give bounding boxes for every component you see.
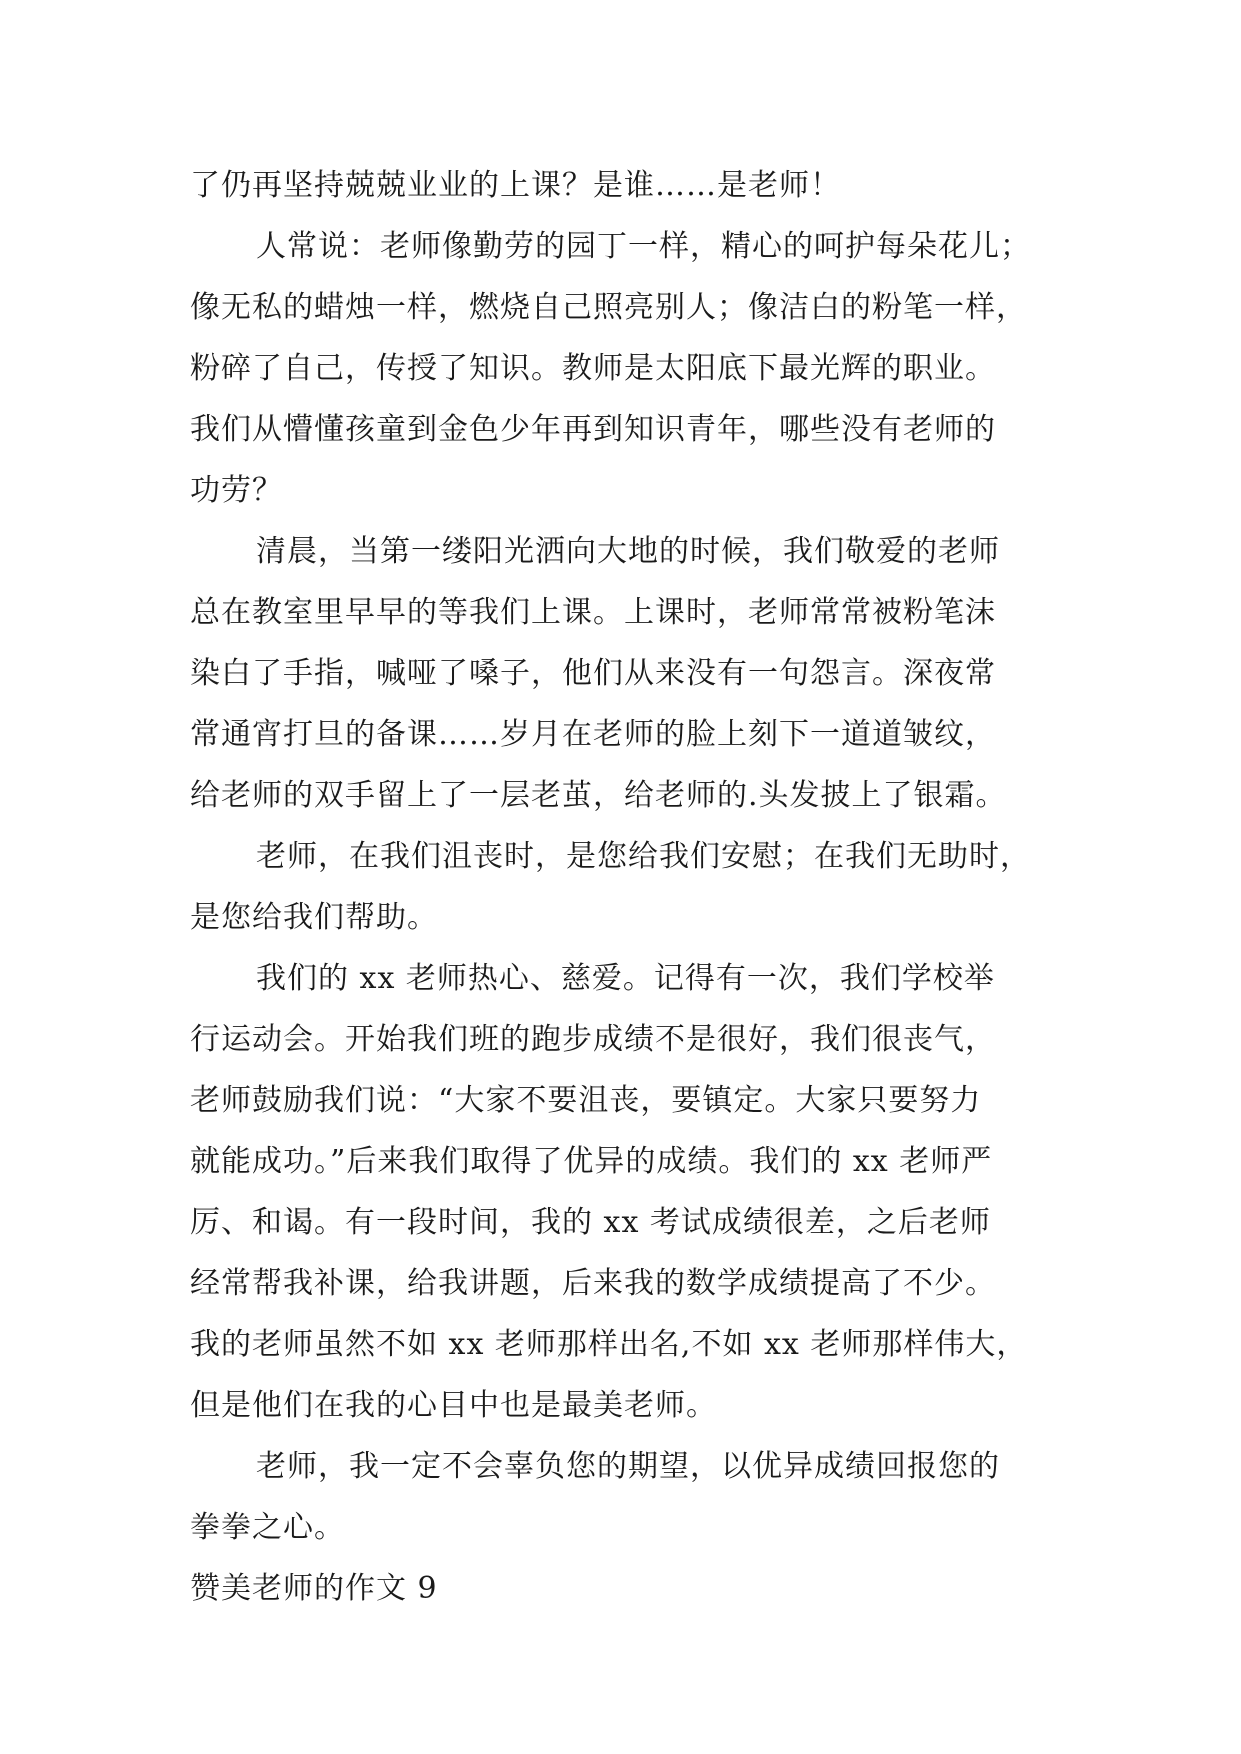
section-heading: 赞美老师的作文 9	[190, 1571, 438, 1606]
text-line: 老师鼓励我们说：“大家不要沮丧，要镇定。大家只要努力	[190, 1083, 982, 1118]
document-page	[190, 155, 1070, 1619]
text-line: 行运动会。开始我们班的跑步成绩不是很好，我们很丧气，	[190, 1022, 996, 1057]
paragraph	[190, 948, 1070, 1436]
text-line: 我们的 xx 老师热心、慈爱。记得有一次，我们学校举	[256, 961, 995, 996]
text-line: 人常说：老师像勤劳的园丁一样，精心的呵护每朵花儿；	[256, 229, 1031, 264]
text-line: 就能成功。”后来我们取得了优异的成绩。我们的 xx 老师严	[190, 1144, 993, 1179]
text-line: 我们从懵懂孩童到金色少年再到知识青年，哪些没有老师的	[190, 412, 996, 447]
paragraph	[190, 216, 1070, 521]
text-line: 厉、和谒。有一段时间，我的 xx 考试成绩很差，之后老师	[190, 1205, 991, 1240]
text-line: 老师，我一定不会辜负您的期望，以优异成绩回报您的	[256, 1449, 1000, 1484]
paragraph	[190, 826, 1070, 948]
text-line: 染白了手指，喊哑了嗓子，他们从来没有一句怨言。深夜常	[190, 656, 996, 691]
text-line: 老师，在我们沮丧时，是您给我们安慰；在我们无助时，	[256, 839, 1031, 874]
text-line: 总在教室里早早的等我们上课。上课时，老师常常被粉笔沫	[190, 595, 996, 630]
text-line: 了仍再坚持兢兢业业的上课？是谁……是老师！	[190, 168, 841, 203]
text-line: 但是他们在我的心目中也是最美老师。	[190, 1388, 717, 1423]
text-line: 给老师的双手留上了一层老茧，给老师的.头发披上了银霜。	[190, 778, 1007, 813]
paragraph	[190, 155, 1070, 216]
text-line: 常通宵打旦的备课……岁月在老师的脸上刻下一道道皱纹，	[190, 717, 996, 752]
text-line: 拳拳之心。	[190, 1510, 345, 1545]
text-line: 粉碎了自己，传授了知识。教师是太阳底下最光辉的职业。	[190, 351, 996, 386]
paragraph	[190, 521, 1070, 826]
text-line: 是您给我们帮助。	[190, 900, 438, 935]
text-line: 功劳？	[190, 473, 283, 508]
text-line: 经常帮我补课，给我讲题，后来我的数学成绩提高了不少。	[190, 1266, 996, 1301]
paragraph	[190, 1436, 1070, 1558]
text-line: 清晨，当第一缕阳光洒向大地的时候，我们敬爱的老师	[256, 534, 1000, 569]
text-line: 我的老师虽然不如 xx 老师那样出名,不如 xx 老师那样伟大，	[190, 1327, 1028, 1362]
text-line: 像无私的蜡烛一样，燃烧自己照亮别人；像洁白的粉笔一样，	[190, 290, 1027, 325]
